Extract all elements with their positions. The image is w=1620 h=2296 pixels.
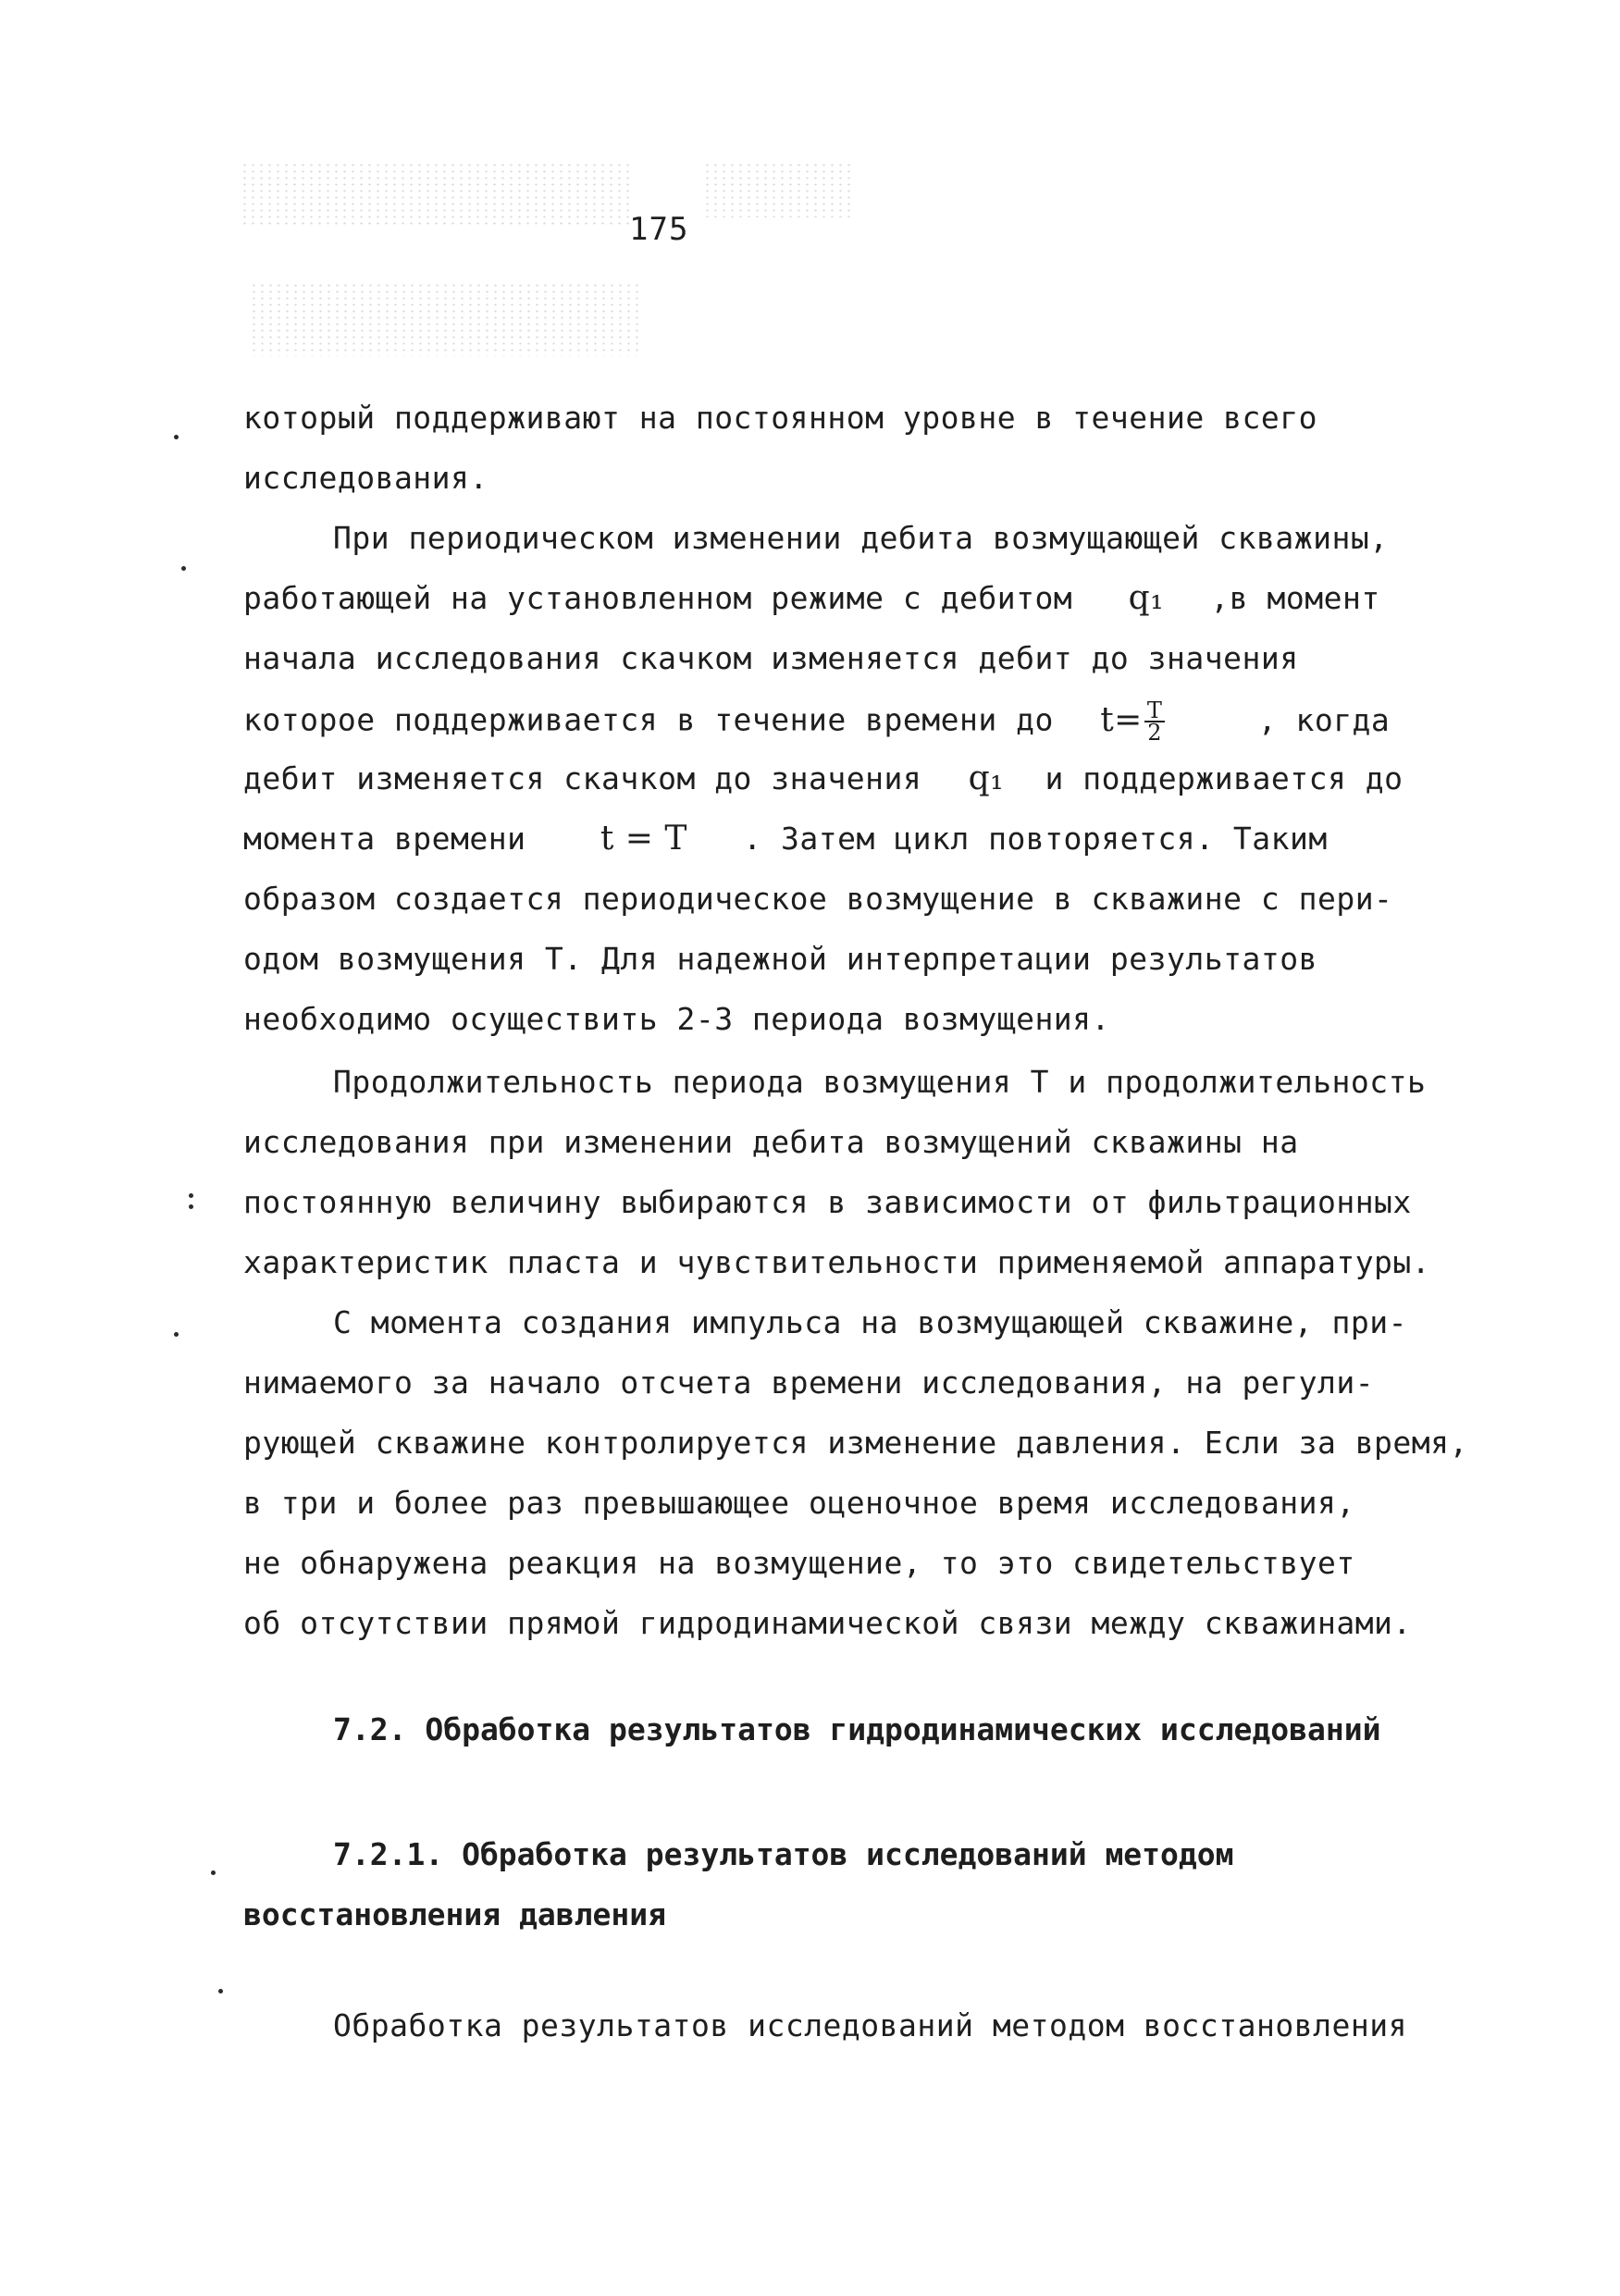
text-line: характеристик пласта и чувствительности применяемой аппаратуры. [243, 1244, 1431, 1280]
subsection-heading: 7.2.1. Обработка результатов исследований методом [333, 1836, 1234, 1872]
text-span: работающей на установленном режиме с дебитом [243, 580, 1073, 616]
text-line: постоянную величину выбираются в зависимости от фильтрационных [243, 1184, 1412, 1220]
text-line: об отсутствии прямой гидродинамической связи между скважинами. [243, 1605, 1412, 1641]
text-line [243, 760, 1403, 797]
scan-speck [189, 1204, 193, 1209]
scan-speck [181, 566, 186, 571]
scan-noise [241, 162, 629, 227]
text-line [243, 821, 1328, 858]
text-line: образом создается периодическое возмущение в скважине с пери- [243, 881, 1393, 917]
text-line: необходимо осуществить 2-3 периода возмущения. [243, 1001, 1110, 1037]
text-line [243, 580, 1380, 617]
symbol-q1: q₁ [1128, 579, 1165, 617]
fraction-numerator: T [1144, 700, 1166, 722]
text-span: и поддерживается до [1045, 760, 1404, 796]
text-line: начала исследования скачком изменяется дебит до значения [243, 640, 1299, 676]
text-line: который поддерживают на постоянном уровне в течение всего [243, 400, 1317, 436]
text-span: ,в момент [1210, 580, 1380, 616]
text-line: в три и более раз превышающее оценочное время исследования, [243, 1485, 1355, 1521]
section-heading: 7.2. Обработка результатов гидродинамических исследований [333, 1711, 1381, 1747]
text-line: одом возмущения Т. Для надежной интерпретации результатов [243, 941, 1317, 977]
text-span: которое поддерживается в течение времени до [243, 701, 1054, 738]
fraction-denominator: 2 [1147, 720, 1162, 746]
scan-speck [174, 1332, 179, 1337]
scan-noise [250, 282, 638, 356]
text-span: . Затем цикл повторяется. Таким [743, 821, 1328, 857]
formula-t-equals-T: t = T [600, 820, 687, 858]
text-line: Продолжительность периода возмущения Т и продолжительность [333, 1064, 1427, 1100]
text-span: , когда [1257, 701, 1391, 738]
scan-noise [703, 162, 851, 217]
text-span: дебит изменяется скачком до значения [243, 760, 922, 796]
text-line: Обработка результатов исследований методом восстановления [333, 2007, 1407, 2043]
text-line: С момента создания импульса на возмущающей скважине, при- [333, 1304, 1407, 1340]
scan-speck [189, 1193, 193, 1198]
text-span: момента времени [243, 821, 526, 857]
text-line: исследования. [243, 460, 488, 496]
text-line: рующей скважине контролируется изменение давления. Если за время, [243, 1425, 1468, 1461]
text-line: исследования при изменении дебита возмущений скважины на [243, 1124, 1299, 1160]
scan-speck [174, 435, 179, 439]
symbol-q1: q₁ [968, 759, 1005, 797]
text-line: нимаемого за начало отсчета времени исследования, на регули- [243, 1364, 1375, 1401]
scan-speck [211, 1870, 216, 1875]
formula-t: t= [1100, 700, 1143, 739]
fraction-t-over-2 [1144, 697, 1166, 746]
page-number: 175 [629, 211, 689, 248]
scan-speck [218, 1989, 223, 1994]
text-line: не обнаружена реакция на возмущение, то это свидетельствует [243, 1545, 1355, 1581]
text-line: При периодическом изменении дебита возмущающей скважины, [333, 520, 1389, 556]
text-line [243, 697, 1391, 746]
subsection-heading: восстановления давления [243, 1896, 666, 1932]
